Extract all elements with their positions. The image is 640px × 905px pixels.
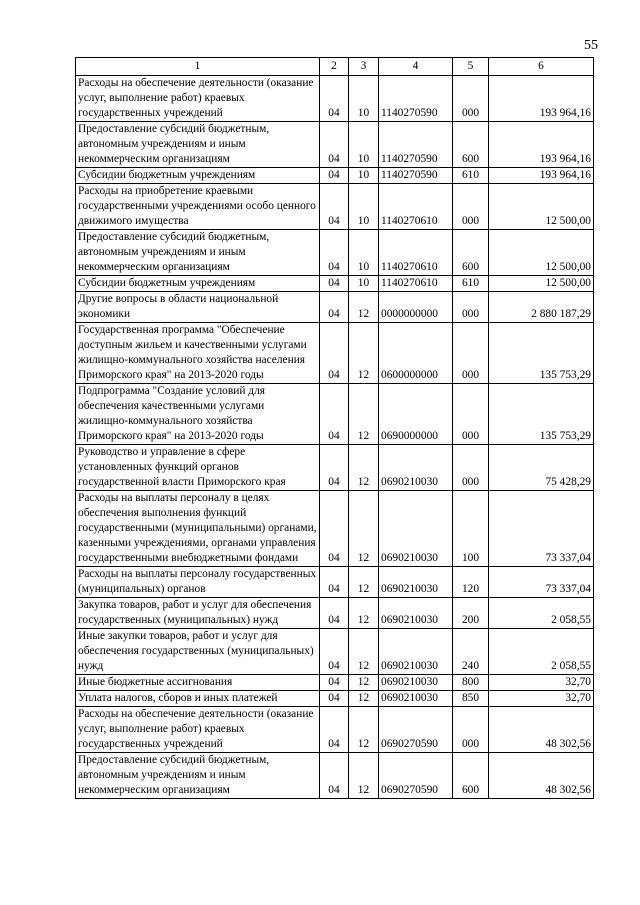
row-expense-type-cell: 100 [453, 491, 489, 567]
header-col-4: 4 [379, 58, 453, 76]
row-target-article-cell: 1140270590 [379, 76, 453, 122]
row-target-article-cell: 1140270610 [379, 230, 453, 276]
row-subsection-cell: 12 [349, 675, 379, 691]
row-name-cell: Другие вопросы в области национальной экономики [76, 292, 320, 323]
table-row [76, 76, 594, 122]
row-amount-cell: 2 058,55 [489, 629, 594, 675]
row-expense-type-cell: 000 [453, 384, 489, 445]
row-target-article-cell: 0690210030 [379, 691, 453, 707]
row-section-cell: 04 [320, 76, 349, 122]
row-expense-type-cell: 800 [453, 675, 489, 691]
row-name-cell: Иные бюджетные ассигнования [76, 675, 320, 691]
page-number: 55 [584, 38, 598, 53]
row-name-cell: Закупка товаров, работ и услуг для обеспечения государственных (муниципальных) нужд [76, 598, 320, 629]
row-target-article-cell: 0600000000 [379, 323, 453, 384]
row-expense-type-cell: 000 [453, 292, 489, 323]
row-name-cell: Иные закупки товаров, работ и услуг для обеспечения государственных (муниципальных) нужд [76, 629, 320, 675]
row-target-article-cell: 1140270610 [379, 276, 453, 292]
row-section-cell: 04 [320, 629, 349, 675]
row-name-cell: Расходы на выплаты персоналу в целях обеспечения выполнения функций государственными (муниципальными) органами, казенными учреждениями, органами управления государственными внебюджетными фондами [76, 491, 320, 567]
row-expense-type-cell: 610 [453, 168, 489, 184]
row-amount-cell: 2 880 187,29 [489, 292, 594, 323]
row-section-cell: 04 [320, 122, 349, 168]
table-header-row [76, 58, 594, 76]
row-name-cell: Подпрограмма "Создание условий для обеспечения качественными услугами жилищно-коммунального хозяйства Приморского края" на 2013-2020 годы [76, 384, 320, 445]
row-subsection-cell: 12 [349, 567, 379, 598]
table-row [76, 323, 594, 384]
row-subsection-cell: 12 [349, 491, 379, 567]
row-amount-cell: 48 302,56 [489, 753, 594, 799]
row-subsection-cell: 10 [349, 122, 379, 168]
table-row [76, 675, 594, 691]
table-row [76, 292, 594, 323]
row-amount-cell: 48 302,56 [489, 707, 594, 753]
row-name-cell: Расходы на выплаты персоналу государственных (муниципальных) органов [76, 567, 320, 598]
row-expense-type-cell: 610 [453, 276, 489, 292]
header-col-6: 6 [489, 58, 594, 76]
row-subsection-cell: 12 [349, 384, 379, 445]
row-name-cell: Государственная программа "Обеспечение доступным жильем и качественными услугами жилищно-коммунального хозяйства населения Приморского края" на 2013-2020 годы [76, 323, 320, 384]
row-target-article-cell: 1140270590 [379, 168, 453, 184]
row-target-article-cell: 0690210030 [379, 629, 453, 675]
row-name-cell: Расходы на приобретение краевыми государственными учреждениями особо ценного движимого имущества [76, 184, 320, 230]
row-expense-type-cell: 000 [453, 707, 489, 753]
row-subsection-cell: 12 [349, 629, 379, 675]
row-expense-type-cell: 000 [453, 445, 489, 491]
row-amount-cell: 12 500,00 [489, 276, 594, 292]
row-name-cell: Руководство и управление в сфере установленных функций органов государственной власти Приморского края [76, 445, 320, 491]
table-row [76, 230, 594, 276]
row-target-article-cell: 1140270590 [379, 122, 453, 168]
row-section-cell: 04 [320, 567, 349, 598]
row-expense-type-cell: 000 [453, 323, 489, 384]
row-section-cell: 04 [320, 445, 349, 491]
row-expense-type-cell: 200 [453, 598, 489, 629]
row-name-cell: Предоставление субсидий бюджетным, автономным учреждениям и иным некоммерческим организациям [76, 122, 320, 168]
table-row [76, 445, 594, 491]
row-name-cell: Расходы на обеспечение деятельности (оказание услуг, выполнение работ) краевых государственных учреждений [76, 707, 320, 753]
row-target-article-cell: 0690210030 [379, 491, 453, 567]
row-section-cell: 04 [320, 184, 349, 230]
row-expense-type-cell: 000 [453, 76, 489, 122]
row-amount-cell: 73 337,04 [489, 567, 594, 598]
row-expense-type-cell: 600 [453, 230, 489, 276]
row-name-cell: Предоставление субсидий бюджетным, автономным учреждениям и иным некоммерческим организациям [76, 753, 320, 799]
table-row [76, 598, 594, 629]
row-amount-cell: 12 500,00 [489, 184, 594, 230]
row-subsection-cell: 12 [349, 691, 379, 707]
row-target-article-cell: 0000000000 [379, 292, 453, 323]
row-section-cell: 04 [320, 491, 349, 567]
header-col-3: 3 [349, 58, 379, 76]
row-subsection-cell: 12 [349, 292, 379, 323]
row-section-cell: 04 [320, 707, 349, 753]
row-subsection-cell: 12 [349, 707, 379, 753]
budget-table [75, 57, 594, 799]
row-amount-cell: 73 337,04 [489, 491, 594, 567]
table-row [76, 122, 594, 168]
row-subsection-cell: 10 [349, 184, 379, 230]
row-section-cell: 04 [320, 753, 349, 799]
table-row [76, 491, 594, 567]
row-amount-cell: 12 500,00 [489, 230, 594, 276]
row-section-cell: 04 [320, 276, 349, 292]
row-subsection-cell: 12 [349, 598, 379, 629]
row-expense-type-cell: 000 [453, 184, 489, 230]
row-expense-type-cell: 600 [453, 122, 489, 168]
row-amount-cell: 32,70 [489, 675, 594, 691]
header-col-5: 5 [453, 58, 489, 76]
table-row [76, 184, 594, 230]
row-target-article-cell: 0690210030 [379, 567, 453, 598]
row-expense-type-cell: 600 [453, 753, 489, 799]
row-target-article-cell: 1140270610 [379, 184, 453, 230]
row-name-cell: Расходы на обеспечение деятельности (оказание услуг, выполнение работ) краевых государственных учреждений [76, 76, 320, 122]
row-subsection-cell: 10 [349, 76, 379, 122]
row-expense-type-cell: 240 [453, 629, 489, 675]
row-section-cell: 04 [320, 230, 349, 276]
row-subsection-cell: 10 [349, 168, 379, 184]
row-target-article-cell: 0690210030 [379, 445, 453, 491]
header-col-2: 2 [320, 58, 349, 76]
row-section-cell: 04 [320, 675, 349, 691]
row-section-cell: 04 [320, 292, 349, 323]
row-target-article-cell: 0690270590 [379, 707, 453, 753]
row-subsection-cell: 12 [349, 753, 379, 799]
row-section-cell: 04 [320, 384, 349, 445]
row-amount-cell: 193 964,16 [489, 122, 594, 168]
row-target-article-cell: 0690270590 [379, 753, 453, 799]
row-amount-cell: 2 058,55 [489, 598, 594, 629]
row-subsection-cell: 12 [349, 323, 379, 384]
row-name-cell: Субсидии бюджетным учреждениям [76, 276, 320, 292]
row-section-cell: 04 [320, 323, 349, 384]
row-expense-type-cell: 850 [453, 691, 489, 707]
table-row [76, 753, 594, 799]
row-amount-cell: 135 753,29 [489, 323, 594, 384]
row-subsection-cell: 10 [349, 230, 379, 276]
table-row [76, 707, 594, 753]
row-name-cell: Субсидии бюджетным учреждениям [76, 168, 320, 184]
row-target-article-cell: 0690210030 [379, 598, 453, 629]
table-row [76, 691, 594, 707]
row-amount-cell: 193 964,16 [489, 76, 594, 122]
row-section-cell: 04 [320, 691, 349, 707]
row-subsection-cell: 10 [349, 276, 379, 292]
row-target-article-cell: 0690210030 [379, 675, 453, 691]
row-section-cell: 04 [320, 598, 349, 629]
row-amount-cell: 75 428,29 [489, 445, 594, 491]
row-name-cell: Предоставление субсидий бюджетным, автономным учреждениям и иным некоммерческим организациям [76, 230, 320, 276]
row-section-cell: 04 [320, 168, 349, 184]
row-target-article-cell: 0690000000 [379, 384, 453, 445]
table-row [76, 168, 594, 184]
row-expense-type-cell: 120 [453, 567, 489, 598]
row-subsection-cell: 12 [349, 445, 379, 491]
table-row [76, 629, 594, 675]
table-row [76, 384, 594, 445]
row-amount-cell: 135 753,29 [489, 384, 594, 445]
header-col-1: 1 [76, 58, 320, 76]
row-name-cell: Уплата налогов, сборов и иных платежей [76, 691, 320, 707]
table-row [76, 567, 594, 598]
row-amount-cell: 193 964,16 [489, 168, 594, 184]
table-row [76, 276, 594, 292]
row-amount-cell: 32,70 [489, 691, 594, 707]
